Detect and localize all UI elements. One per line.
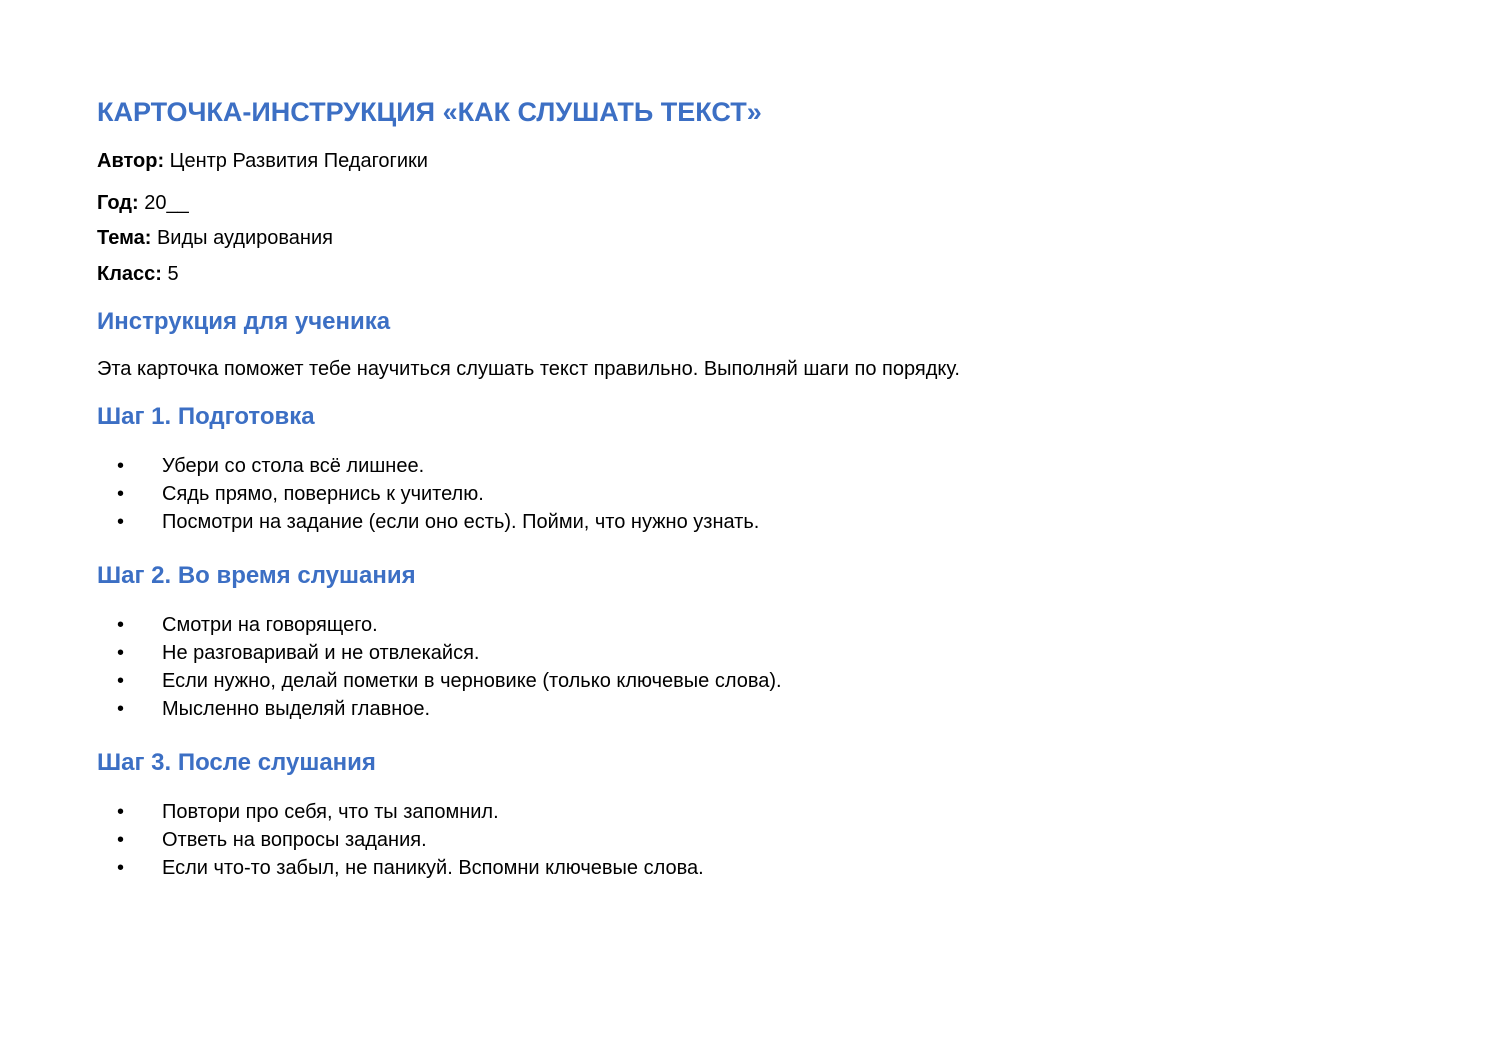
list-item-text: Посмотри на задание (если оно есть). Пойми, что нужно узнать. xyxy=(162,511,760,533)
bullet-icon: • xyxy=(117,614,125,636)
document-page xyxy=(97,94,1437,882)
meta-topic-value: Виды аудирования xyxy=(151,227,333,249)
document-title: КАРТОЧКА-ИНСТРУКЦИЯ «КАК СЛУШАТЬ ТЕКСТ» xyxy=(97,97,762,127)
meta-topic xyxy=(97,226,1437,250)
list-item xyxy=(97,611,1437,639)
list-item-text: Если нужно, делай пометки в черновике (только ключевые слова). xyxy=(162,670,782,692)
list-item-text: Убери со стола всё лишнее. xyxy=(162,455,425,477)
bullet-icon: • xyxy=(117,698,125,720)
bullet-icon: • xyxy=(117,455,125,477)
list-item xyxy=(97,826,1437,854)
list-item-text: Смотри на говорящего. xyxy=(162,614,378,636)
bullet-icon: • xyxy=(117,857,125,879)
list-item xyxy=(97,667,1437,695)
step-1-list xyxy=(97,452,1437,536)
meta-topic-label: Тема: xyxy=(97,227,152,249)
list-item xyxy=(97,452,1437,480)
bullet-icon: • xyxy=(117,642,125,664)
list-item-text: Не разговаривай и не отвлекайся. xyxy=(162,642,480,664)
step-3-heading: Шаг 3. После слушания xyxy=(97,749,376,776)
list-item-text: Если что-то забыл, не паникуй. Вспомни ключевые слова. xyxy=(162,857,704,879)
meta-year xyxy=(97,191,1437,215)
meta-year-value: 20__ xyxy=(138,192,189,214)
bullet-icon: • xyxy=(117,483,125,505)
list-item xyxy=(97,854,1437,882)
meta-author-label: Автор: xyxy=(97,150,165,172)
instruction-heading: Инструкция для ученика xyxy=(97,308,391,335)
list-item-text: Мысленно выделяй главное. xyxy=(162,698,431,720)
list-item xyxy=(97,798,1437,826)
meta-year-label: Год: xyxy=(97,192,139,214)
meta-author xyxy=(97,149,1437,173)
list-item-text: Сядь прямо, повернись к учителю. xyxy=(162,483,484,505)
bullet-icon: • xyxy=(117,801,125,823)
bullet-icon: • xyxy=(117,511,125,533)
step-1-heading: Шаг 1. Подготовка xyxy=(97,403,315,430)
meta-grade-value: 5 xyxy=(161,263,179,285)
meta-author-value: Центр Развития Педагогики xyxy=(164,150,428,172)
list-item-text: Повтори про себя, что ты запомнил. xyxy=(162,801,499,823)
meta-grade xyxy=(97,262,1437,286)
bullet-icon: • xyxy=(117,829,125,851)
list-item xyxy=(97,508,1437,536)
list-item xyxy=(97,639,1437,667)
list-item xyxy=(97,480,1437,508)
intro-paragraph: Эта карточка поможет тебе научиться слушать текст правильно. Выполняй шаги по порядку. xyxy=(97,358,960,380)
meta-grade-label: Класс: xyxy=(97,263,162,285)
step-3-list xyxy=(97,798,1437,882)
step-2-heading: Шаг 2. Во время слушания xyxy=(97,562,416,589)
list-item xyxy=(97,695,1437,723)
step-2-list xyxy=(97,611,1437,723)
bullet-icon: • xyxy=(117,670,125,692)
list-item-text: Ответь на вопросы задания. xyxy=(162,829,427,851)
